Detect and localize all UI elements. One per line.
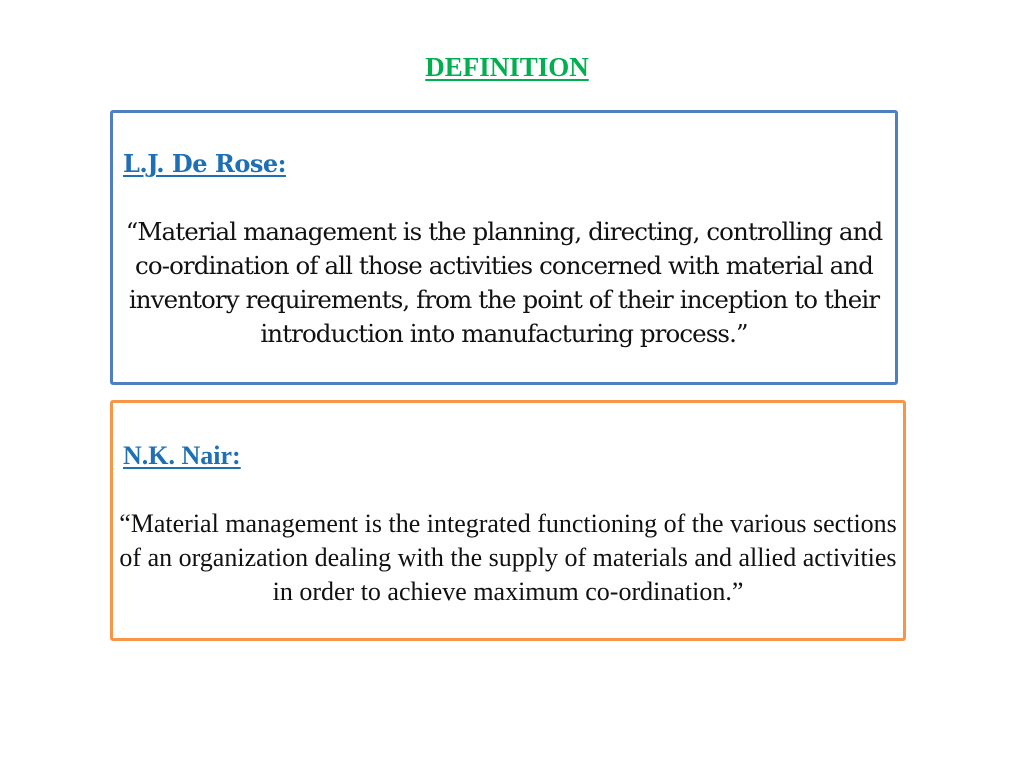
author-heading: L.J. De Rose:	[123, 149, 286, 178]
slide-title-text: DEFINITION	[425, 52, 589, 82]
definition-quote: “Material management is the integrated functioning of the various sections of an organization dealing with the supply of materials and allied activities in order to achieve maximum co-ordination.”	[119, 509, 897, 606]
definition-box-de-rose	[110, 110, 898, 385]
definition-box-nair	[110, 400, 906, 641]
slide-title	[0, 50, 1014, 84]
author-heading: N.K. Nair:	[123, 441, 241, 470]
definition-quote: “Material management is the planning, directing, controlling and co-ordination of all those activities concerned with material and inventory requirements, from the point of their inception to their introduction into manufacturing process.”	[125, 217, 883, 348]
